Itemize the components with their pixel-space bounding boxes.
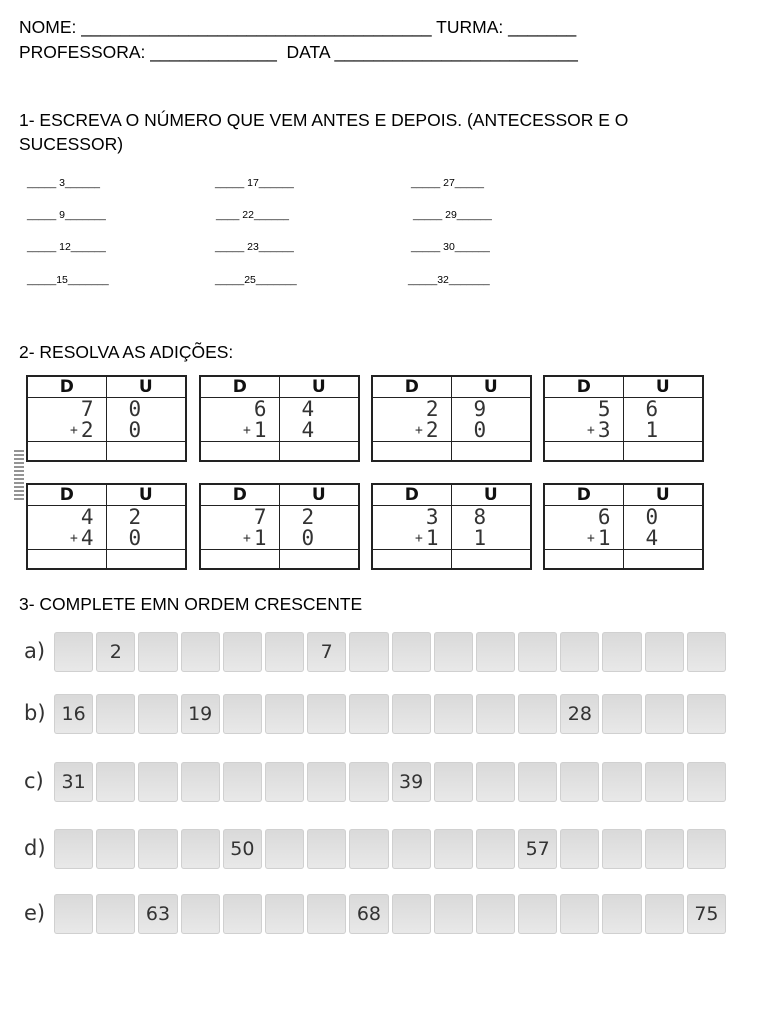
answer-units-cell[interactable] (107, 442, 186, 460)
number-cell[interactable] (476, 694, 515, 734)
plus-sign: + (243, 531, 251, 546)
addend-units: 0 (645, 505, 659, 529)
number-cell: 31 (54, 762, 93, 802)
answer-tens-cell[interactable] (201, 550, 280, 568)
number-cell[interactable] (434, 694, 473, 734)
units-digits (624, 398, 703, 442)
number-cell[interactable] (349, 694, 388, 734)
seq-item: _____15_______ (27, 274, 109, 286)
number-row (54, 694, 726, 734)
number-cell[interactable] (54, 894, 93, 934)
addend-tens: 7 (80, 397, 94, 421)
scan-artifact (14, 450, 24, 502)
units-digits (107, 506, 186, 550)
number-cell[interactable] (265, 694, 304, 734)
number-cell[interactable] (138, 694, 177, 734)
number-cell[interactable] (476, 632, 515, 672)
addend-units: 0 (128, 418, 142, 442)
tens-header: D (373, 485, 452, 506)
seq-item: _____ 12______ (27, 241, 106, 253)
number-cell[interactable] (181, 894, 220, 934)
answer-tens-cell[interactable] (201, 442, 280, 460)
addend-units: 1 (645, 418, 659, 442)
units-header: U (107, 377, 186, 398)
number-cell: 57 (518, 829, 557, 869)
seq-item: _____ 30______ (411, 241, 490, 253)
number-cell[interactable] (223, 694, 262, 734)
tens-header: D (373, 377, 452, 398)
units-header: U (280, 377, 359, 398)
tens-header: D (201, 377, 280, 398)
units-digits (280, 506, 359, 550)
answer-units-cell[interactable] (280, 550, 359, 568)
number-cell[interactable] (518, 694, 557, 734)
addend-units: 6 (645, 397, 659, 421)
number-cell[interactable] (349, 829, 388, 869)
number-cell[interactable] (602, 762, 641, 802)
tens-header: D (545, 485, 624, 506)
number-cell[interactable] (476, 829, 515, 869)
number-cell[interactable] (392, 694, 431, 734)
answer-tens-cell[interactable] (28, 550, 107, 568)
addend-tens: 3 (597, 418, 611, 442)
number-cell[interactable] (349, 762, 388, 802)
number-cell[interactable] (54, 632, 93, 672)
number-cell[interactable] (434, 632, 473, 672)
answer-units-cell[interactable] (624, 550, 703, 568)
number-row (54, 762, 726, 802)
plus-sign: + (587, 531, 595, 546)
number-cell[interactable] (687, 829, 726, 869)
addend-tens: 2 (80, 418, 94, 442)
addition-table (543, 483, 704, 570)
number-cell[interactable] (560, 829, 599, 869)
addend-units: 0 (473, 418, 487, 442)
number-cell: 16 (54, 694, 93, 734)
q2-title: 2- RESOLVA AS ADIÇÕES: (19, 342, 234, 362)
number-cell[interactable] (307, 829, 346, 869)
number-cell[interactable] (307, 762, 346, 802)
seq-item: _____ 17______ (215, 177, 294, 189)
number-cell[interactable] (602, 829, 641, 869)
tens-header: D (28, 377, 107, 398)
addend-tens: 6 (253, 397, 267, 421)
number-cell[interactable] (560, 894, 599, 934)
addend-tens: 2 (425, 397, 439, 421)
units-digits (280, 398, 359, 442)
answer-units-cell[interactable] (624, 442, 703, 460)
addend-tens: 6 (597, 505, 611, 529)
addend-units: 2 (301, 505, 315, 529)
addend-tens: 1 (253, 418, 267, 442)
number-cell[interactable] (645, 829, 684, 869)
name-class-line: NOME: ____________________________________ TURMA: _______ (19, 17, 577, 37)
answer-tens-cell[interactable] (545, 550, 624, 568)
number-cell[interactable] (138, 762, 177, 802)
row-label: b) (24, 701, 46, 725)
seq-item: _____ 3______ (27, 177, 100, 189)
answer-units-cell[interactable] (452, 442, 531, 460)
units-digits (624, 506, 703, 550)
number-cell[interactable] (307, 894, 346, 934)
number-cell: 7 (307, 632, 346, 672)
tens-digits (373, 506, 452, 550)
row-label: e) (24, 901, 46, 925)
number-cell[interactable] (96, 894, 135, 934)
tens-digits (373, 398, 452, 442)
units-digits (107, 398, 186, 442)
addition-table (199, 375, 360, 462)
addend-units: 0 (301, 526, 315, 550)
number-cell[interactable] (223, 762, 262, 802)
plus-sign: + (70, 423, 78, 438)
number-cell[interactable] (476, 762, 515, 802)
addend-units: 9 (473, 397, 487, 421)
seq-item: _____ 29______ (413, 209, 492, 221)
number-cell[interactable] (645, 894, 684, 934)
number-cell[interactable] (54, 829, 93, 869)
tens-digits (28, 506, 107, 550)
units-header: U (452, 485, 531, 506)
number-cell[interactable] (265, 829, 304, 869)
number-cell[interactable] (602, 894, 641, 934)
number-row (54, 632, 726, 672)
addition-table (26, 483, 187, 570)
plus-sign: + (587, 423, 595, 438)
number-cell[interactable] (645, 762, 684, 802)
number-cell[interactable] (602, 694, 641, 734)
number-cell: 2 (96, 632, 135, 672)
number-cell[interactable] (560, 762, 599, 802)
tens-digits (28, 398, 107, 442)
number-cell[interactable] (138, 829, 177, 869)
tens-header: D (545, 377, 624, 398)
number-cell[interactable] (602, 632, 641, 672)
number-cell[interactable] (518, 762, 557, 802)
number-cell[interactable] (96, 762, 135, 802)
number-cell[interactable] (687, 694, 726, 734)
units-header: U (107, 485, 186, 506)
number-row (54, 894, 726, 934)
number-cell: 28 (560, 694, 599, 734)
addition-table (199, 483, 360, 570)
number-cell[interactable] (96, 829, 135, 869)
addition-table (26, 375, 187, 462)
number-cell[interactable] (265, 762, 304, 802)
number-cell[interactable] (476, 894, 515, 934)
tens-digits (201, 506, 280, 550)
number-cell[interactable] (645, 632, 684, 672)
answer-units-cell[interactable] (452, 550, 531, 568)
row-label: a) (24, 639, 46, 663)
addition-table (543, 375, 704, 462)
plus-sign: + (243, 423, 251, 438)
number-cell[interactable] (265, 632, 304, 672)
seq-item: _____ 23______ (215, 241, 294, 253)
addend-units: 8 (473, 505, 487, 529)
tens-header: D (201, 485, 280, 506)
number-cell: 39 (392, 762, 431, 802)
addend-tens: 4 (80, 505, 94, 529)
number-cell[interactable] (96, 694, 135, 734)
number-cell[interactable] (349, 632, 388, 672)
addend-units: 4 (301, 418, 315, 442)
addend-tens: 1 (425, 526, 439, 550)
number-cell[interactable] (265, 894, 304, 934)
answer-tens-cell[interactable] (373, 442, 452, 460)
addend-tens: 5 (597, 397, 611, 421)
units-digits (452, 506, 531, 550)
number-cell[interactable] (392, 894, 431, 934)
number-cell[interactable] (181, 632, 220, 672)
addend-units: 1 (473, 526, 487, 550)
units-header: U (280, 485, 359, 506)
number-cell: 75 (687, 894, 726, 934)
plus-sign: + (415, 423, 423, 438)
answer-tens-cell[interactable] (373, 550, 452, 568)
addend-units: 4 (301, 397, 315, 421)
q3-title: 3- COMPLETE EMN ORDEM CRESCENTE (19, 594, 363, 614)
addend-units: 2 (128, 505, 142, 529)
addend-tens: 7 (253, 505, 267, 529)
number-cell[interactable] (392, 829, 431, 869)
addend-tens: 4 (80, 526, 94, 550)
number-cell[interactable] (138, 632, 177, 672)
number-cell[interactable] (518, 632, 557, 672)
number-cell[interactable] (181, 762, 220, 802)
number-cell: 68 (349, 894, 388, 934)
number-cell[interactable] (307, 694, 346, 734)
addend-units: 0 (128, 397, 142, 421)
q1-title: 1- ESCREVA O NÚMERO QUE VEM ANTES E DEPOIS. (ANTECESSOR E O SUCESSOR) (19, 110, 629, 154)
seq-item: _____ 9_______ (27, 209, 106, 221)
number-cell[interactable] (181, 829, 220, 869)
tens-digits (545, 506, 624, 550)
number-cell[interactable] (434, 829, 473, 869)
answer-tens-cell[interactable] (28, 442, 107, 460)
units-header: U (452, 377, 531, 398)
seq-item: _____ 27_____ (411, 177, 484, 189)
number-row (54, 829, 726, 869)
answer-tens-cell[interactable] (545, 442, 624, 460)
answer-units-cell[interactable] (107, 550, 186, 568)
addend-units: 0 (128, 526, 142, 550)
addend-tens: 3 (425, 505, 439, 529)
tens-digits (201, 398, 280, 442)
teacher-date-line: PROFESSORA: _____________ DATA _________________________ (19, 42, 578, 62)
units-header: U (624, 377, 703, 398)
addend-tens: 1 (253, 526, 267, 550)
number-cell: 19 (181, 694, 220, 734)
answer-units-cell[interactable] (280, 442, 359, 460)
tens-digits (545, 398, 624, 442)
plus-sign: + (415, 531, 423, 546)
number-cell[interactable] (434, 894, 473, 934)
units-digits (452, 398, 531, 442)
row-label: d) (24, 836, 46, 860)
number-cell[interactable] (434, 762, 473, 802)
addend-units: 4 (645, 526, 659, 550)
row-label: c) (24, 769, 44, 793)
addition-table (371, 375, 532, 462)
plus-sign: + (70, 531, 78, 546)
number-cell: 63 (138, 894, 177, 934)
addend-tens: 1 (597, 526, 611, 550)
seq-item: ____ 22______ (216, 209, 289, 221)
number-cell: 50 (223, 829, 262, 869)
seq-item: _____32_______ (408, 274, 490, 286)
number-cell[interactable] (518, 894, 557, 934)
number-cell[interactable] (687, 632, 726, 672)
tens-header: D (28, 485, 107, 506)
number-cell[interactable] (687, 762, 726, 802)
addition-table (371, 483, 532, 570)
number-cell[interactable] (223, 894, 262, 934)
number-cell[interactable] (223, 632, 262, 672)
seq-item: _____25_______ (215, 274, 297, 286)
number-cell[interactable] (645, 694, 684, 734)
number-cell[interactable] (560, 632, 599, 672)
number-cell[interactable] (392, 632, 431, 672)
addend-tens: 2 (425, 418, 439, 442)
units-header: U (624, 485, 703, 506)
